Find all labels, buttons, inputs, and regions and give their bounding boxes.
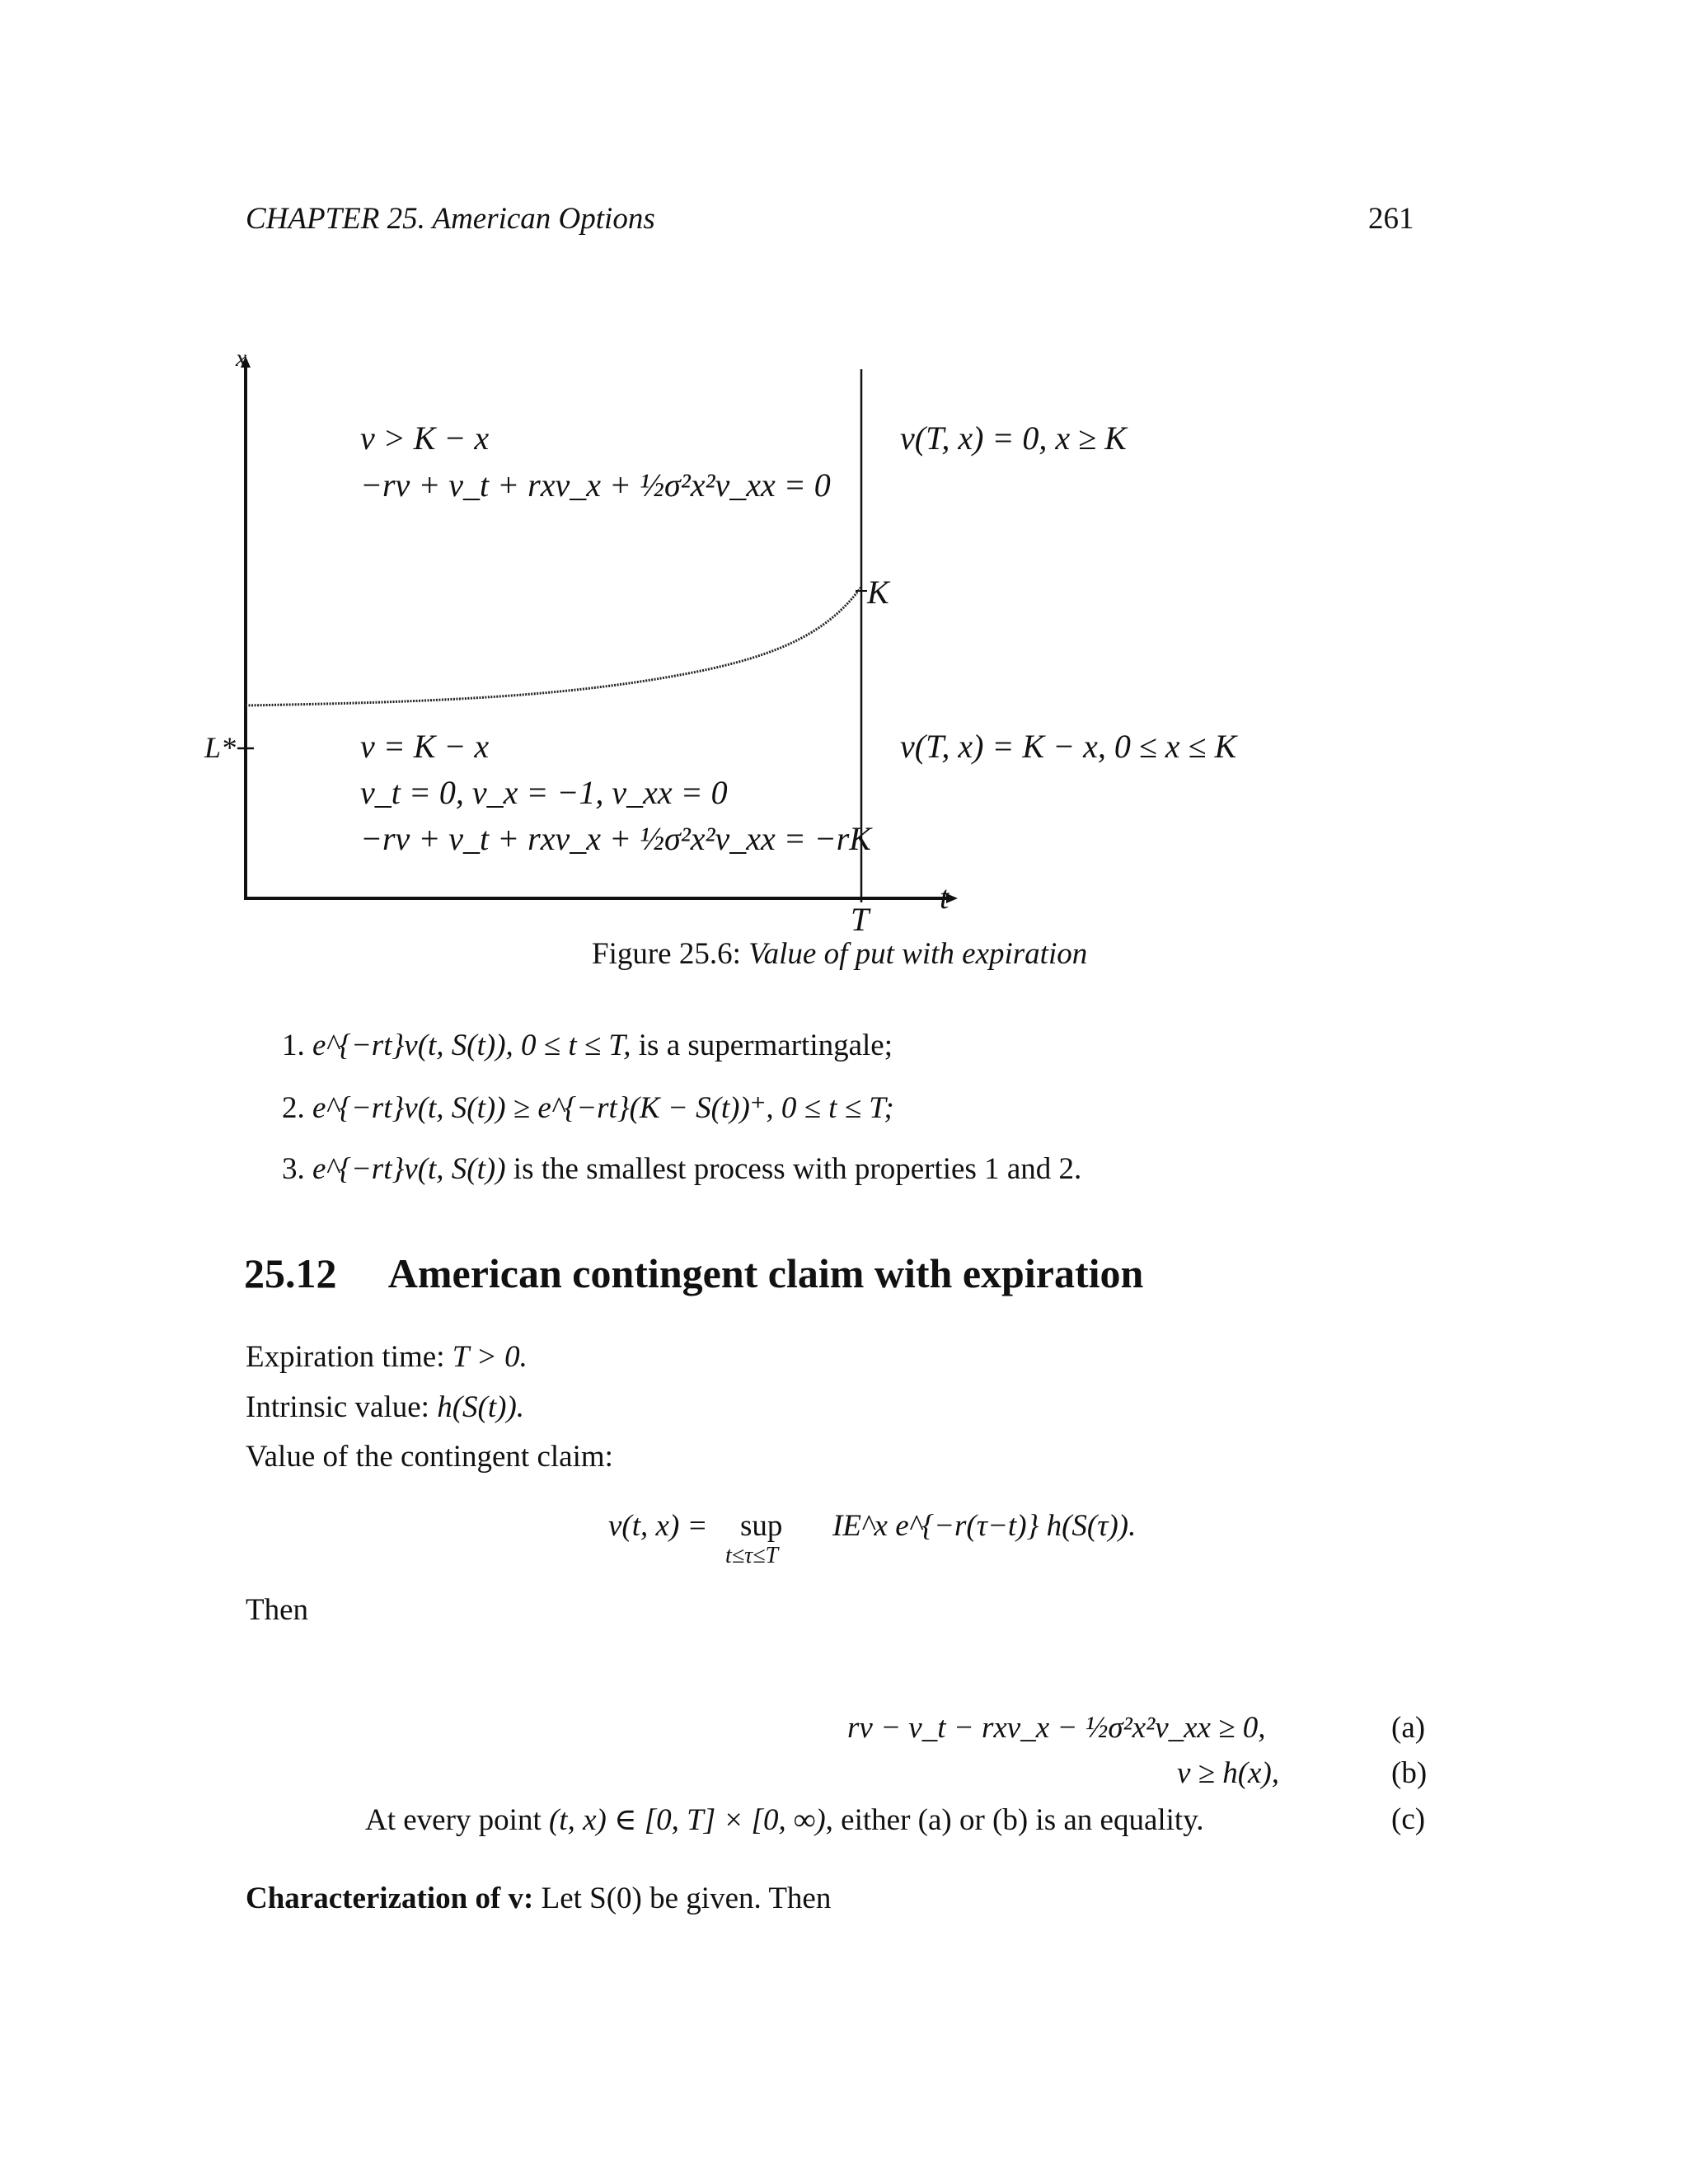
list-item [282,1090,894,1126]
figure-caption [592,936,1087,972]
intrinsic-math: h(S(t)). [437,1390,525,1424]
characterization-line [246,1881,831,1916]
intrinsic-label: Intrinsic value: [246,1390,438,1424]
value-label: Value of the contingent claim: [246,1440,613,1474]
then-text: Then [246,1593,309,1627]
x-axis-label: t [940,879,950,916]
k-label: K [867,574,889,611]
value-equation-lhs: v(t, x) = [608,1509,708,1543]
list-math: e^{−rt}v(t, S(t)) [312,1152,506,1186]
y-axis-label: x [236,344,247,372]
page-number: 261 [1368,202,1414,236]
list-text: is a supermartingale; [631,1029,893,1062]
lower-region-pde: −rv + v_t + rxv_x + ½σ²x²v_xx = −rK [360,820,871,857]
section-number: 25.12 [244,1250,337,1296]
condition-c-math: (t, x) ∈ [0, T] × [0, ∞) [548,1803,826,1837]
figure-value-of-put [0,0,1688,1022]
t-label: T [851,901,870,938]
running-header: CHAPTER 25. American Options [246,202,655,236]
list-item [282,1028,893,1063]
condition-c [365,1802,1204,1838]
exercise-boundary-curve [246,587,861,705]
caption-text: Value of put with expiration [748,937,1088,971]
caption-label: Figure 25.6: [592,937,741,971]
tag-c: (c) [1391,1802,1426,1836]
section-heading [244,1249,1143,1297]
list-math: e^{−rt}v(t, S(t)), 0 ≤ t ≤ T, [312,1029,631,1062]
lower-region-derivatives: v_t = 0, v_x = −1, v_xx = 0 [360,774,728,811]
condition-c-suffix: , either (a) or (b) is an equality. [825,1803,1204,1837]
tag-b: (b) [1391,1756,1428,1790]
list-number: 2. [282,1091,305,1125]
characterization-bold: Characterization of v: [246,1882,534,1915]
value-equation-sup: sup [740,1509,783,1543]
list-math: e^{−rt}v(t, S(t)) ≥ e^{−rt}(K − S(t))⁺, 0 ≤ t ≤ T; [312,1091,894,1125]
list-number: 3. [282,1152,305,1186]
expiration-math: T > 0. [452,1340,528,1374]
expiration-line [246,1339,528,1375]
intrinsic-line [246,1390,524,1425]
tag-a: (a) [1391,1711,1426,1745]
terminal-condition-lower: v(T, x) = K − x, 0 ≤ x ≤ K [900,728,1237,765]
expiration-label: Expiration time: [246,1340,452,1374]
condition-c-prefix: At every point [365,1803,549,1837]
list-number: 1. [282,1029,305,1062]
characterization-text: Let S(0) be given. Then [533,1882,832,1915]
lower-region-line1: v = K − x [360,728,490,765]
list-item [282,1151,1081,1187]
condition-b: v ≥ h(x), [1177,1756,1280,1790]
value-equation-sub: t≤τ≤T [725,1543,779,1568]
section-title: American contingent claim with expiration [387,1250,1144,1296]
upper-region-line1: v > K − x [360,419,490,457]
value-equation-rhs: IE^x e^{−r(τ−t)} h(S(τ)). [832,1509,1137,1543]
list-text: is the smallest process with properties 1 and 2. [505,1152,1082,1186]
lstar-label: L* [204,731,237,764]
upper-region-pde: −rv + v_t + rxv_x + ½σ²x²v_xx = 0 [360,466,831,504]
terminal-condition-upper: v(T, x) = 0, x ≥ K [900,419,1127,457]
condition-a: rv − v_t − rxv_x − ½σ²x²v_xx ≥ 0, [847,1711,1266,1745]
